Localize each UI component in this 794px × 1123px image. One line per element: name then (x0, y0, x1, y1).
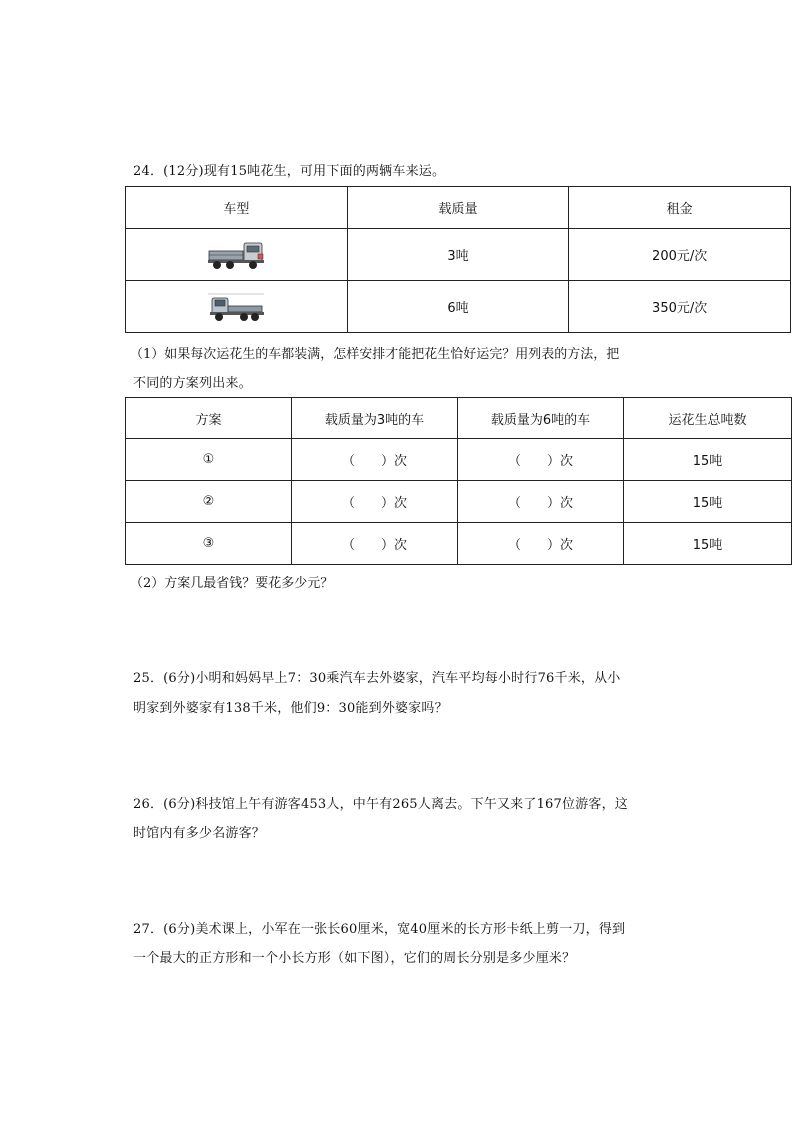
trips-3-ton-cell: （ ）次 (292, 439, 458, 481)
total-tons-cell: 15吨 (624, 481, 792, 523)
plan-number-cell: ① (126, 439, 292, 481)
trips-6-ton-cell: （ ）次 (458, 481, 624, 523)
rent-cell: 200元/次 (569, 229, 791, 281)
q27-line1: 27．(6分)美术课上，小军在一张长60厘米，宽40厘米的长方形卡纸上剪一刀，得到 (133, 922, 626, 937)
table-header-row (126, 187, 791, 229)
large-truck-icon (206, 238, 266, 272)
q24-title: 24．(12分)现有15吨花生，可用下面的两辆车来运。 (133, 164, 446, 179)
table-row (126, 481, 792, 523)
column-header: 载质量 (347, 187, 569, 229)
table-row (126, 229, 791, 281)
table-row (126, 281, 791, 333)
trips-3-ton-cell: （ ）次 (292, 481, 458, 523)
table-header-row (126, 398, 792, 439)
q24-part1-line2: 不同的方案列出来。 (133, 376, 252, 391)
trips-3-ton-cell: （ ）次 (292, 523, 458, 565)
total-tons-cell: 15吨 (624, 523, 792, 565)
truck-table (125, 186, 791, 333)
column-header: 租金 (569, 187, 791, 229)
truck-type-cell (126, 281, 348, 333)
plan-number-cell: ③ (126, 523, 292, 565)
q27-line2: 一个最大的正方形和一个小长方形（如下图），它们的周长分别是多少厘米？ (133, 951, 576, 966)
trips-6-ton-cell: （ ）次 (458, 439, 624, 481)
q25-line1: 25．(6分)小明和妈妈早上7：30乘汽车去外婆家，汽车平均每小时行76千米，从小 (133, 671, 621, 686)
flatbed-truck-icon (206, 290, 266, 324)
column-header: 载质量为3吨的车 (292, 398, 458, 439)
q25-line2: 明家到外婆家有138千米，他们9：30能到外婆家吗？ (133, 701, 448, 716)
column-header: 车型 (126, 187, 348, 229)
column-header: 载质量为6吨的车 (458, 398, 624, 439)
plan-table (125, 397, 792, 565)
q24-part2: （2）方案几最省钱？要花多少元？ (130, 576, 334, 591)
q26-line1: 26．(6分)科技馆上午有游客453人，中午有265人离去。下午又来了167位游客，这 (133, 797, 628, 812)
table-row (126, 439, 792, 481)
truck-type-cell (126, 229, 348, 281)
column-header: 运花生总吨数 (624, 398, 792, 439)
q26-line2: 时馆内有多少名游客？ (133, 826, 266, 841)
total-tons-cell: 15吨 (624, 439, 792, 481)
column-header: 方案 (126, 398, 292, 439)
capacity-cell: 3吨 (347, 229, 569, 281)
plan-number-cell: ② (126, 481, 292, 523)
q24-part1-line1: （1）如果每次运花生的车都装满，怎样安排才能把花生恰好运完？用列表的方法，把 (130, 347, 620, 362)
capacity-cell: 6吨 (347, 281, 569, 333)
rent-cell: 350元/次 (569, 281, 791, 333)
table-row (126, 523, 792, 565)
trips-6-ton-cell: （ ）次 (458, 523, 624, 565)
